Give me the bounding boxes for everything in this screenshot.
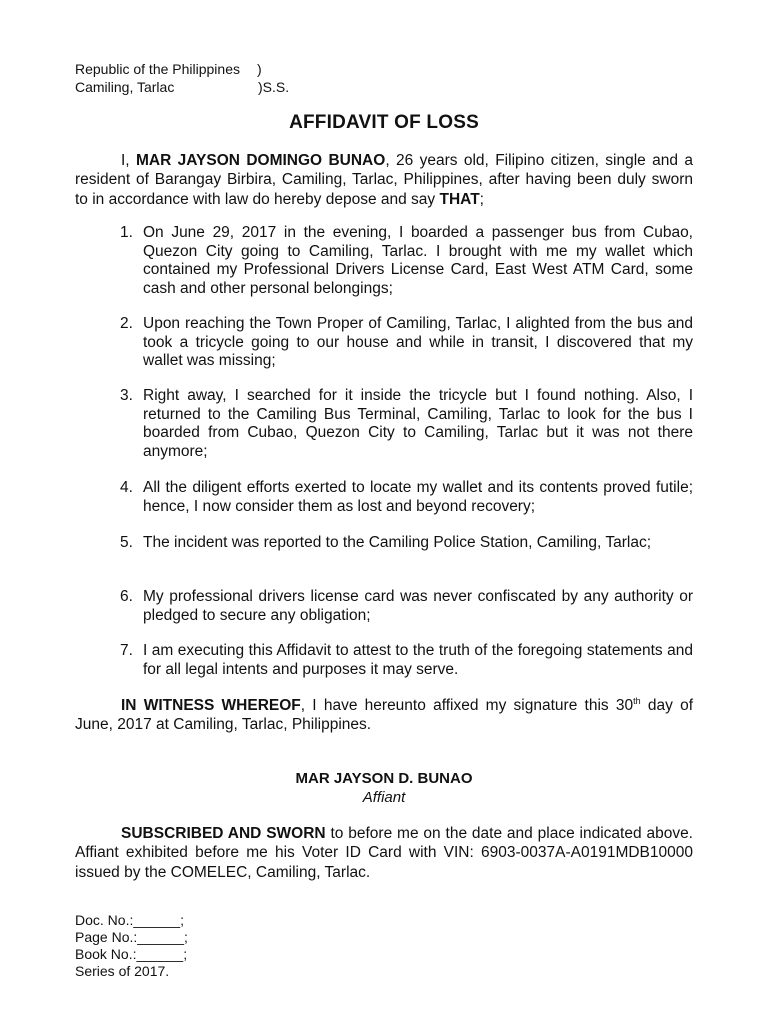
document-title: AFFIDAVIT OF LOSS — [289, 112, 479, 133]
statement-item — [120, 224, 693, 298]
statement-text: Right away, I searched for it inside the tricycle but I found nothing. Also, I returned to the Camiling Bus Terminal, Camiling, Tarlac to look for the bus I boarded from Cubao, Quezon City to Camiling, Tarlac but it was not there anymore; — [143, 387, 693, 460]
statement-number: 1. — [120, 224, 133, 241]
statement-text: On June 29, 2017 in the evening, I boarded a passenger bus from Cubao, Quezon City going to Camiling, Tarlac. I brought with me my wallet which contained my Professional Drivers License Card, East West ATM Card, some cash and other personal belongings; — [143, 224, 693, 297]
intro-that: THAT — [439, 190, 480, 208]
venue-place: Camiling, Tarlac — [75, 79, 175, 95]
statement-item — [120, 642, 693, 679]
venue-paren-1: ) — [257, 61, 262, 77]
statement-text: I am executing this Affidavit to attest to the truth of the foregoing statements and for all legal intents and purposes it may serve. — [143, 642, 693, 678]
doc-number: Doc. No.:______; — [75, 912, 184, 928]
affiant-full-name: MAR JAYSON DOMINGO BUNAO — [135, 152, 386, 169]
witness-body: , I have hereunto affixed my signature this 30 — [300, 697, 634, 714]
statement-item — [120, 479, 693, 516]
series-year: Series of 2017. — [75, 963, 170, 979]
jurat-lead: SUBSCRIBED AND SWORN — [121, 825, 326, 842]
jurat-paragraph — [75, 824, 693, 882]
affiant-role: Affiant — [362, 789, 406, 806]
statement-number: 6. — [120, 588, 133, 605]
statement-item — [120, 387, 693, 461]
witness-end: day of June, 2017 at Camiling, Tarlac, Philippines. — [75, 697, 693, 734]
affiant-name: MAR JAYSON D. BUNAO — [295, 770, 473, 787]
statement-number: 3. — [120, 387, 133, 404]
witness-ordinal: th — [633, 695, 641, 706]
book-number: Book No.:______; — [75, 946, 188, 962]
intro-paragraph — [75, 151, 693, 209]
statement-number: 4. — [120, 479, 133, 496]
statement-item — [120, 315, 693, 371]
jurat-body: to before me on the date and place indicated above. Affiant exhibited before me his Voter ID Card with VIN: 6903-0037A-A0191MDB10000 issued by the COMELEC, Camiling, Tarlac. — [75, 825, 693, 881]
affiant-signature-block — [0, 769, 768, 807]
intro-prefix: I, — [121, 152, 136, 169]
statement-number: 2. — [120, 315, 133, 332]
statement-text: My professional drivers license card was never confiscated by any authority or pledged to secure any obligation; — [143, 588, 693, 624]
statement-number: 5. — [120, 534, 133, 551]
statement-item — [120, 534, 693, 553]
statement-text: Upon reaching the Town Proper of Camiling, Tarlac, I alighted from the bus and took a tricycle going to our house and while in transit, I discovered that my wallet was missing; — [143, 315, 693, 369]
venue-line-2 — [75, 78, 290, 96]
intro-end: ; — [479, 190, 484, 208]
venue-block — [75, 60, 290, 96]
witness-lead: IN WITNESS WHEREOF — [121, 697, 301, 714]
statement-item — [120, 588, 693, 625]
venue-ss: )S.S. — [258, 79, 290, 95]
intro-body: , 26 years old, Filipino citizen, single and a resident of Barangay Birbira, Camiling, Tarlac, Philippines, after having been duly sworn to in accordance with law do hereby depose and say — [75, 152, 693, 208]
statement-text: The incident was reported to the Camiling Police Station, Camiling, Tarlac; — [143, 534, 652, 551]
statement-text: All the diligent efforts exerted to locate my wallet and its contents proved futile; hence, I now consider them as lost and beyond recovery; — [143, 479, 693, 515]
witness-paragraph — [75, 696, 693, 735]
statement-number: 7. — [120, 642, 133, 659]
notarial-register — [75, 912, 188, 980]
page-number: Page No.:______; — [75, 929, 188, 945]
venue-country: Republic of the Philippines — [75, 61, 240, 77]
venue-line-1 — [75, 60, 262, 78]
